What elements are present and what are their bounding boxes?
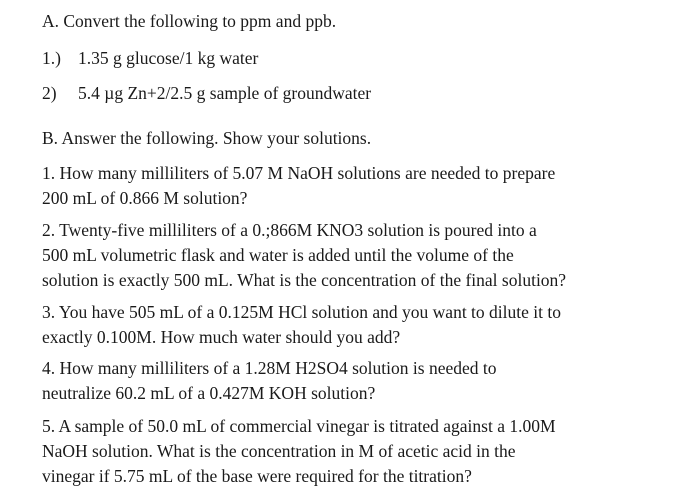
section-a-item-1 (42, 46, 258, 71)
section-a-heading: A. Convert the following to ppm and ppb. (42, 11, 337, 31)
question-line: 1. How many milliliters of 5.07 M NaOH solutions are needed to prepare (42, 163, 556, 183)
question-line: 5. A sample of 50.0 mL of commercial vinegar is titrated against a 1.00M (42, 416, 556, 436)
question-line: 3. You have 505 mL of a 0.125M HCl solution and you want to dilute it to (42, 302, 561, 322)
question-line: vinegar if 5.75 mL of the base were required for the titration? (42, 466, 472, 486)
question-line: 4. How many milliliters of a 1.28M H2SO4 solution is needed to (42, 358, 497, 378)
question-1 (42, 161, 662, 211)
question-line: 2. Twenty-five milliliters of a 0.;866M KNO3 solution is poured into a (42, 220, 537, 240)
question-5 (42, 414, 662, 489)
item-number: 1.) (42, 48, 61, 68)
question-4 (42, 356, 662, 406)
question-3 (42, 300, 662, 350)
question-line: neutralize 60.2 mL of a 0.427M KOH solution? (42, 383, 376, 403)
question-line: 500 mL volumetric flask and water is added until the volume of the (42, 245, 514, 265)
question-line: 200 mL of 0.866 M solution? (42, 188, 248, 208)
question-line: exactly 0.100M. How much water should you add? (42, 327, 401, 347)
section-a-item-2 (42, 81, 371, 106)
section-b-heading: B. Answer the following. Show your solutions. (42, 128, 372, 148)
question-2 (42, 218, 662, 293)
question-line: NaOH solution. What is the concentration in M of acetic acid in the (42, 441, 516, 461)
item-text: 5.4 µg Zn+2/2.5 g sample of groundwater (78, 83, 372, 103)
item-number: 2) (42, 83, 57, 103)
item-text: 1.35 g glucose/1 kg water (78, 48, 259, 68)
question-line: solution is exactly 500 mL. What is the concentration of the final solution? (42, 270, 567, 290)
